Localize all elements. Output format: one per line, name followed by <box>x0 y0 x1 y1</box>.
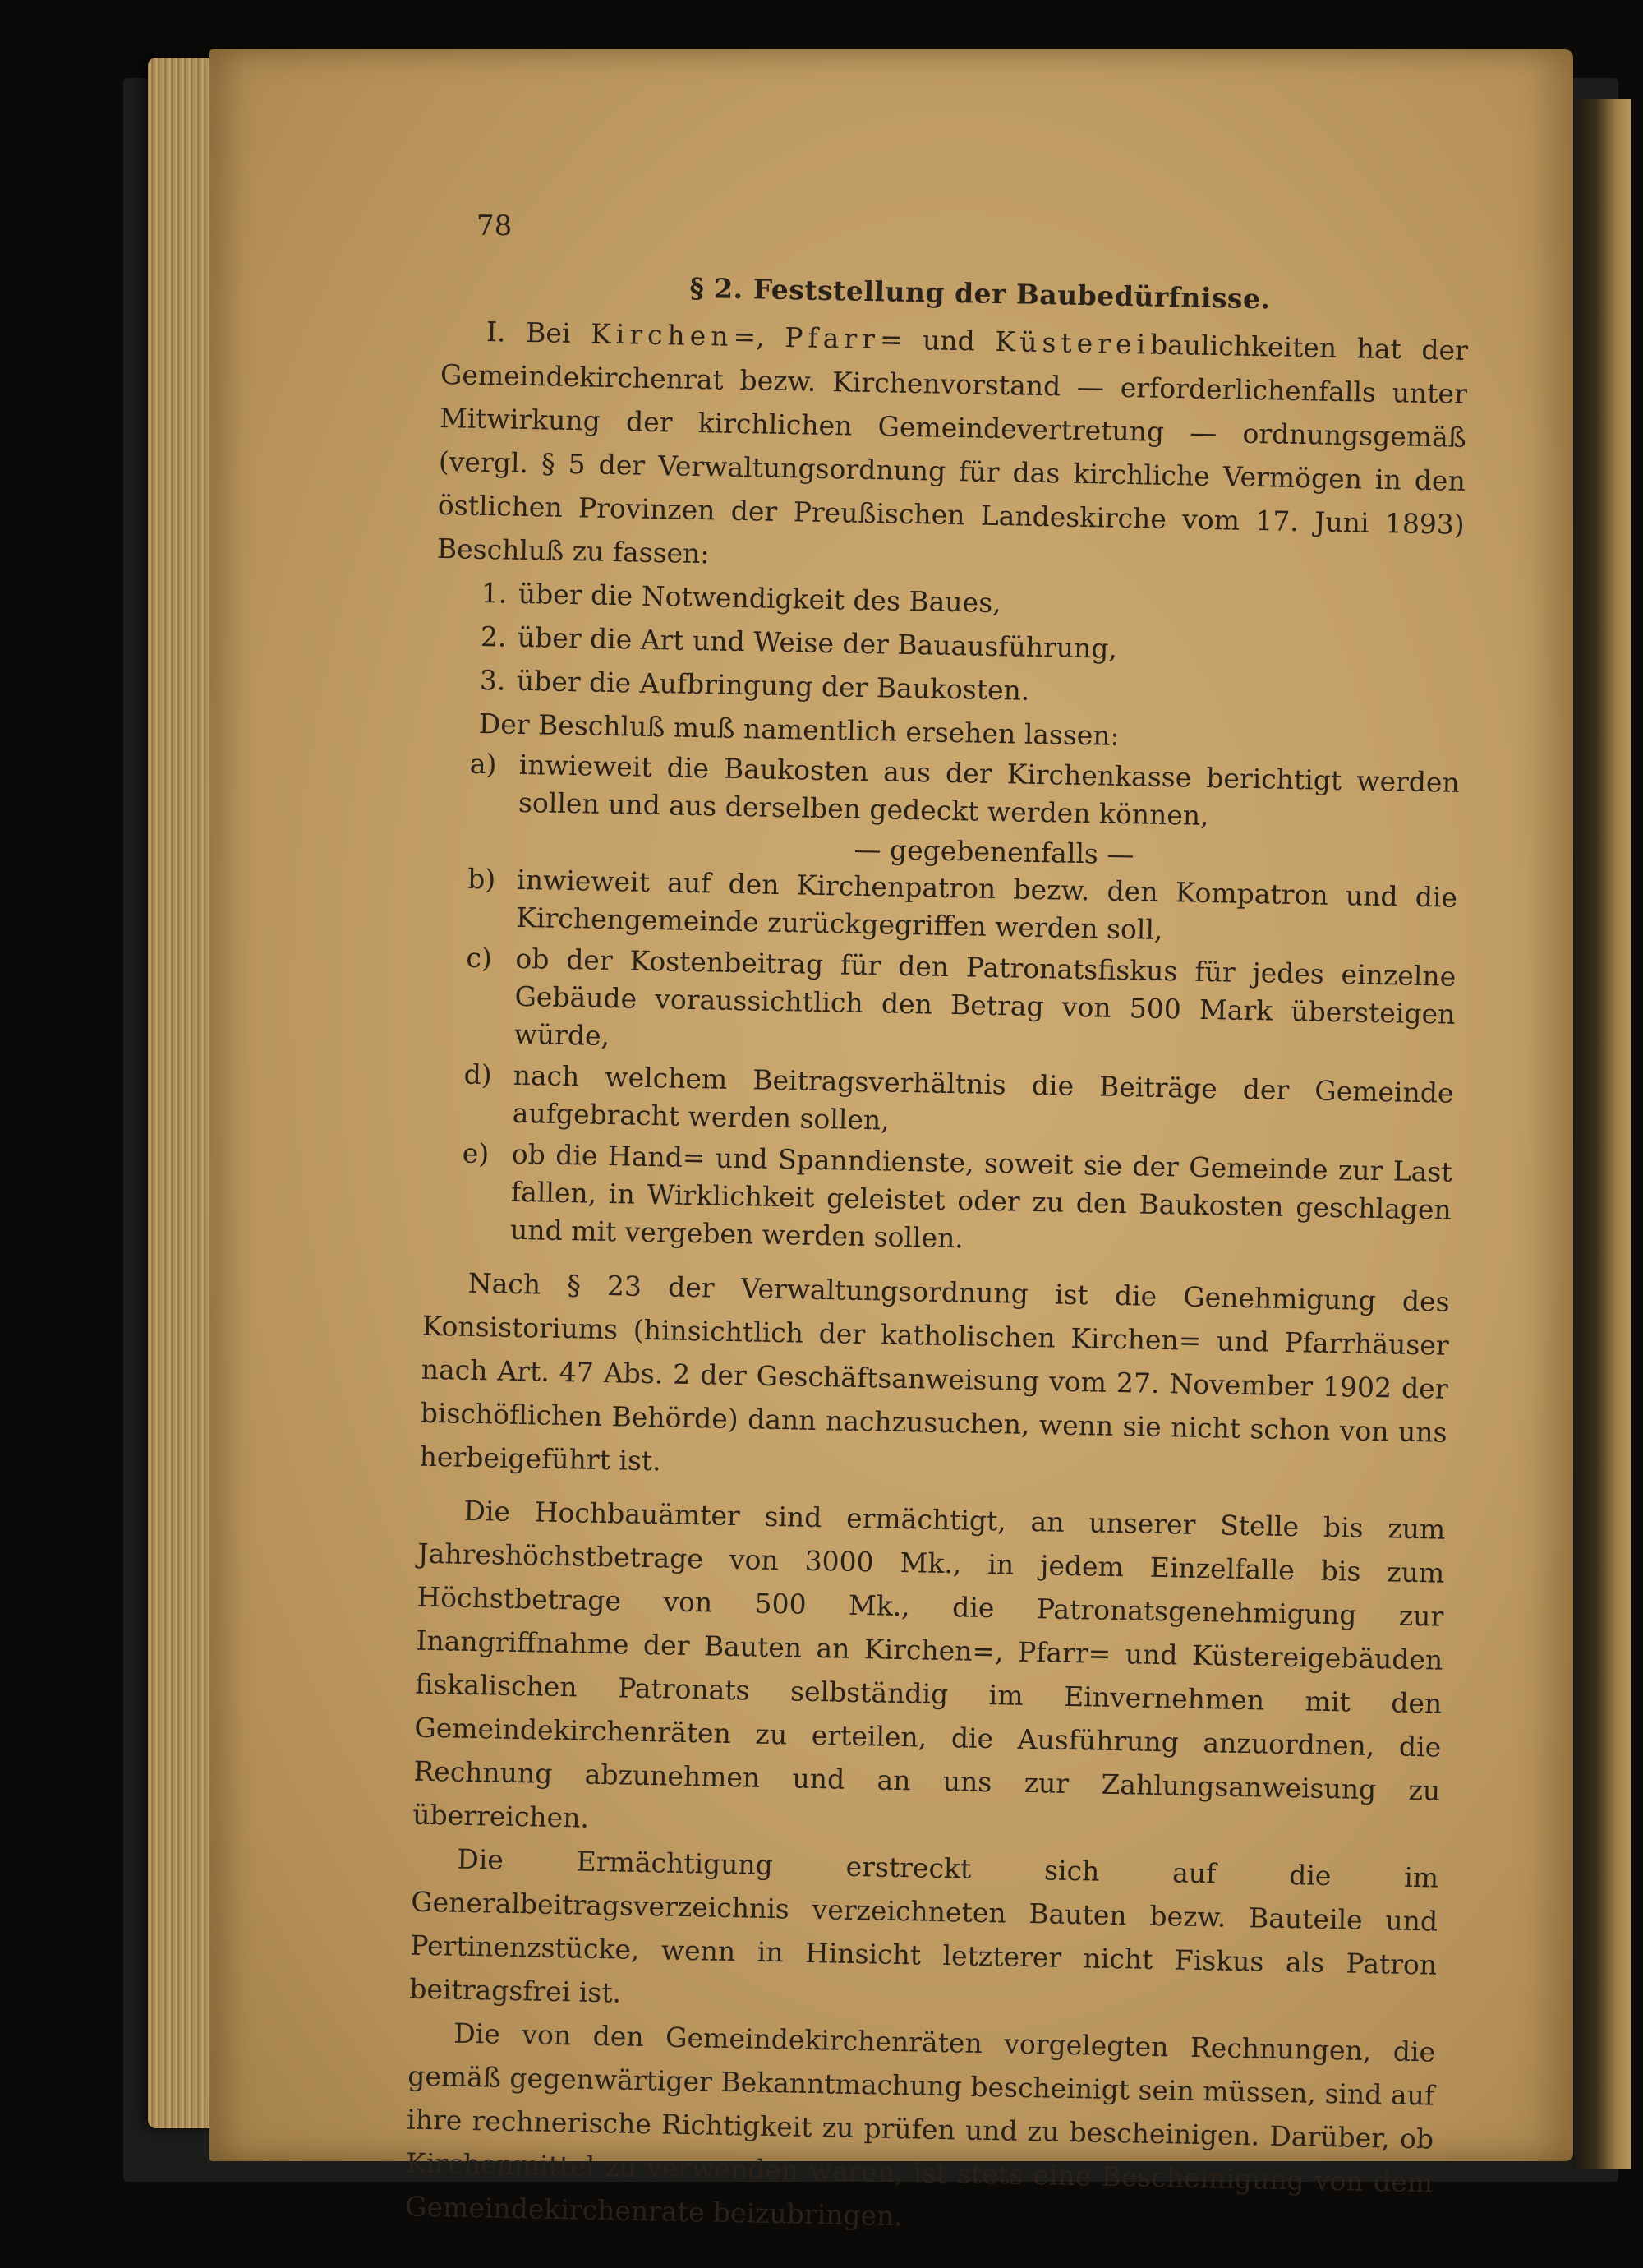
list-item <box>463 1056 1454 1150</box>
list-item-letter: e) <box>462 1136 490 1170</box>
decision-intro: Der Beschluß muß namentlich ersehen lassen: <box>478 707 1121 752</box>
intro-paragraph <box>436 309 1468 590</box>
intro-lead: I. Bei <box>486 316 591 350</box>
list-item-number: 3. <box>479 663 506 697</box>
list-item-text: inwieweit die Baukosten aus der Kirchenkasse berichtigt werden sollen und aus derselben gedeckt werden können, <box>518 748 1461 832</box>
list-item-number: 2. <box>480 620 507 653</box>
list-item-number: 1. <box>481 576 508 610</box>
paragraph-konsistorium: Nach § 23 der Verwaltungsordnung ist die Genehmigung des Konsistoriums (hinsichtlich der katholischen Kirchen= und Pfarrhäuser nach Art. 47 Abs. 2 der Geschäftsanweisung vom 27. November 1902 der bischöflichen Behörde) dann nachzusuchen, wenn sie nicht schon von uns herbeigeführt ist. <box>419 1266 1450 1477</box>
list-item-text: nach welchem Beitragsverhältnis die Beiträge der Gemeinde aufgebracht werden sollen, <box>512 1058 1454 1136</box>
paragraph-hochbauaemter: Die Hochbauämter sind ermächtigt, an unserer Stelle bis zum Jahreshöchstbetrage von 3000 Mk., in jedem Einzelfalle bis zum Höchstbetrage von 500 Mk., die Patronatsgenehmigung zur Inangriffnahme der Bauten an Kirchen=, Pfarr= und Küstereigebäuden fiskalischen Patronats selbständig im Einvernehmen mit den Gemeindekirchenräten zu erteilen, die Ausführung anzuordnen, die Rechnung abzunehmen und an uns zur Zahlungsanweisung zu überreichen. <box>412 1494 1446 1834</box>
intro-rest: baulichkeiten hat der Gemeindekirchenrat bezw. Kirchenvorstand — erforderlichenfalls unter Mitwirkung der kirchlichen Gemeindevertretung — ordnungsgemäß (vergl. § 5 der Verwaltungsordnung für das kirchliche Vermögen in den östlichen Provinzen der Preußischen Landeskirche vom 17. Juni 1893) Beschluß zu fassen: <box>436 328 1469 570</box>
paragraph-ermaechtigung: Die Ermächtigung erstreckt sich auf die im Generalbeitragsverzeichnis verzeichneten Bauten bezw. Bauteile und Pertinenzstücke, wenn in Hinsicht letzterer nicht Fiskus als Patron beitragsfrei ist. <box>408 1842 1439 2009</box>
intro-sep-1: =, <box>733 320 785 353</box>
intro-spaced-kuesterei: Küsterei <box>994 325 1151 361</box>
intro-sep-2: = und <box>879 323 996 357</box>
list-item-letter: c) <box>466 941 493 975</box>
page-content <box>405 205 1470 2248</box>
list-item-text: inwieweit auf den Kirchenpatron bezw. den Kompatron und die Kirchengemeinde zurückgegriffen werden soll, <box>516 863 1458 946</box>
numbered-list <box>479 571 1463 721</box>
list-item-text: über die Aufbringung der Baukosten. <box>516 664 1030 707</box>
list-item <box>461 1135 1452 1267</box>
list-item-letter: b) <box>467 862 496 896</box>
list-item-letter: a) <box>469 747 497 781</box>
section-heading: § 2. Feststellung der Baubedürfnisse. <box>689 271 1271 316</box>
list-item-text: über die Art und Weise der Bauausführung, <box>517 620 1118 665</box>
list-item-text: ob der Kostenbeitrag für den Patronatsfiskus für jedes einzelne Gebäude voraussichtlich den Betrag von 500 Mark übersteigen würde, <box>513 942 1457 1053</box>
book-gutter <box>1573 99 1631 2169</box>
page-number: 78 <box>476 210 513 242</box>
intro-spaced-kirchen: Kirchen <box>590 317 734 353</box>
paragraph-rechnungen: Die von den Gemeindekirchenräten vorgelegten Rechnungen, die gemäß gegenwärtiger Bekanntmachung bescheinigt sein müssen, sind auf ihre rechnerische Richtigkeit zu prüfen und zu bescheinigen. Darüber, ob Kirchenmittel zu verwenden waren, ist stets eine Bescheinigung von dem Gemeindekirchenrate beizubringen. <box>404 2017 1436 2233</box>
intro-spaced-pfarr: Pfarr <box>784 321 881 356</box>
list-item <box>464 939 1456 1072</box>
lettered-list-continued <box>461 860 1458 1267</box>
list-item-text: ob die Hand= und Spanndienste, soweit sie der Gemeinde zur Last fallen, in Wirklichkeit geleistet oder zu den Baukosten geschlagen und mit vergeben werden sollen. <box>509 1137 1453 1255</box>
optional-note: — gegebenenfalls — <box>854 832 1134 871</box>
list-item-text: über die Notwendigkeit des Baues, <box>518 577 1001 620</box>
list-item-letter: d) <box>463 1058 493 1091</box>
